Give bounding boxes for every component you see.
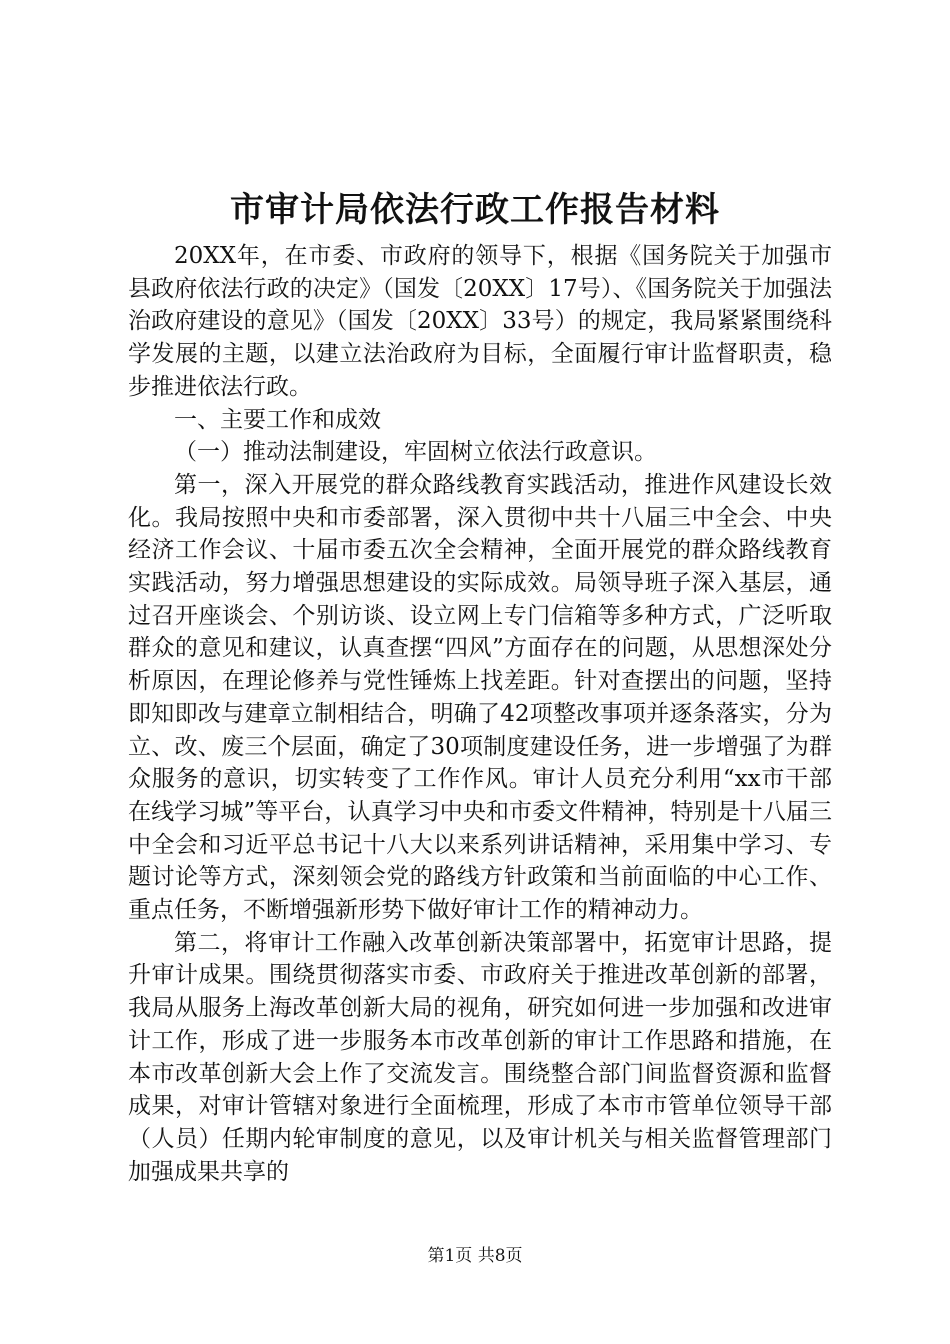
section-heading: 一、主要工作和成效 bbox=[174, 406, 381, 433]
intro-paragraph: 20XX年，在市委、市政府的领导下，根据《国务院关于加强市县政府依法行政的决定》（国发〔20XX〕17号）、《国务院关于加强法治政府建设的意见》（国发〔20XX〕33号）的规定，我局紧紧围绕科学发展的主题，以建立法治政府为目标，全面履行审计监督职责，稳步推进依法行政。 bbox=[128, 243, 832, 400]
document-body bbox=[128, 240, 832, 1188]
page-footer: 第1页 共8页 bbox=[427, 1246, 523, 1266]
document-title: 市审计局依法行政工作报告材料 bbox=[230, 190, 720, 230]
body-paragraph-first: 第一，深入开展党的群众路线教育实践活动，推进作风建设长效化。我局按照中央和市委部署，深入贯彻中共十八届三中全会、中央经济工作会议、十届市委五次全会精神，全面开展党的群众路线教育实践活动，努力增强思想建设的实际成效。局领导班子深入基层，通过召开座谈会、个别访谈、设立网上专门信箱等多种方式，广泛听取群众的意见和建议，认真查摆“四风”方面存在的问题，从思想深处分析原因，在理论修养与党性锤炼上找差距。针对查摆出的问题，坚持即知即改与建章立制相结合，明确了42项整改事项并逐条落实，分为立、改、废三个层面，确定了30项制度建设任务，进一步增强了为群众服务的意识，切实转变了工作作风。审计人员充分利用“xx市干部在线学习城”等平台，认真学习中央和市委文件精神，特别是十八届三中全会和习近平总书记十八大以来系列讲话精神，采用集中学习、专题讨论等方式，深刻领会党的路线方针政策和当前面临的中心工作、重点任务，不断增强新形势下做好审计工作的精神动力。 bbox=[128, 471, 832, 924]
subsection-heading: （一）推动法制建设，牢固树立依法行政意识。 bbox=[174, 439, 657, 466]
body-paragraph-second: 第二，将审计工作融入改革创新决策部署中，拓宽审计思路，提升审计成果。围绕贯彻落实市委、市政府关于推进改革创新的部署，我局从服务上海改革创新大局的视角，研究如何进一步加强和改进审计工作，形成了进一步服务本市改革创新的审计工作思路和措施，在本市改革创新大会上作了交流发言。围绕整合部门间监督资源和监督成果，对审计管辖对象进行全面梳理，形成了本市市管单位领导干部（人员）任期内轮审制度的意见，以及审计机关与相关监督管理部门加强成果共享的 bbox=[128, 929, 832, 1185]
